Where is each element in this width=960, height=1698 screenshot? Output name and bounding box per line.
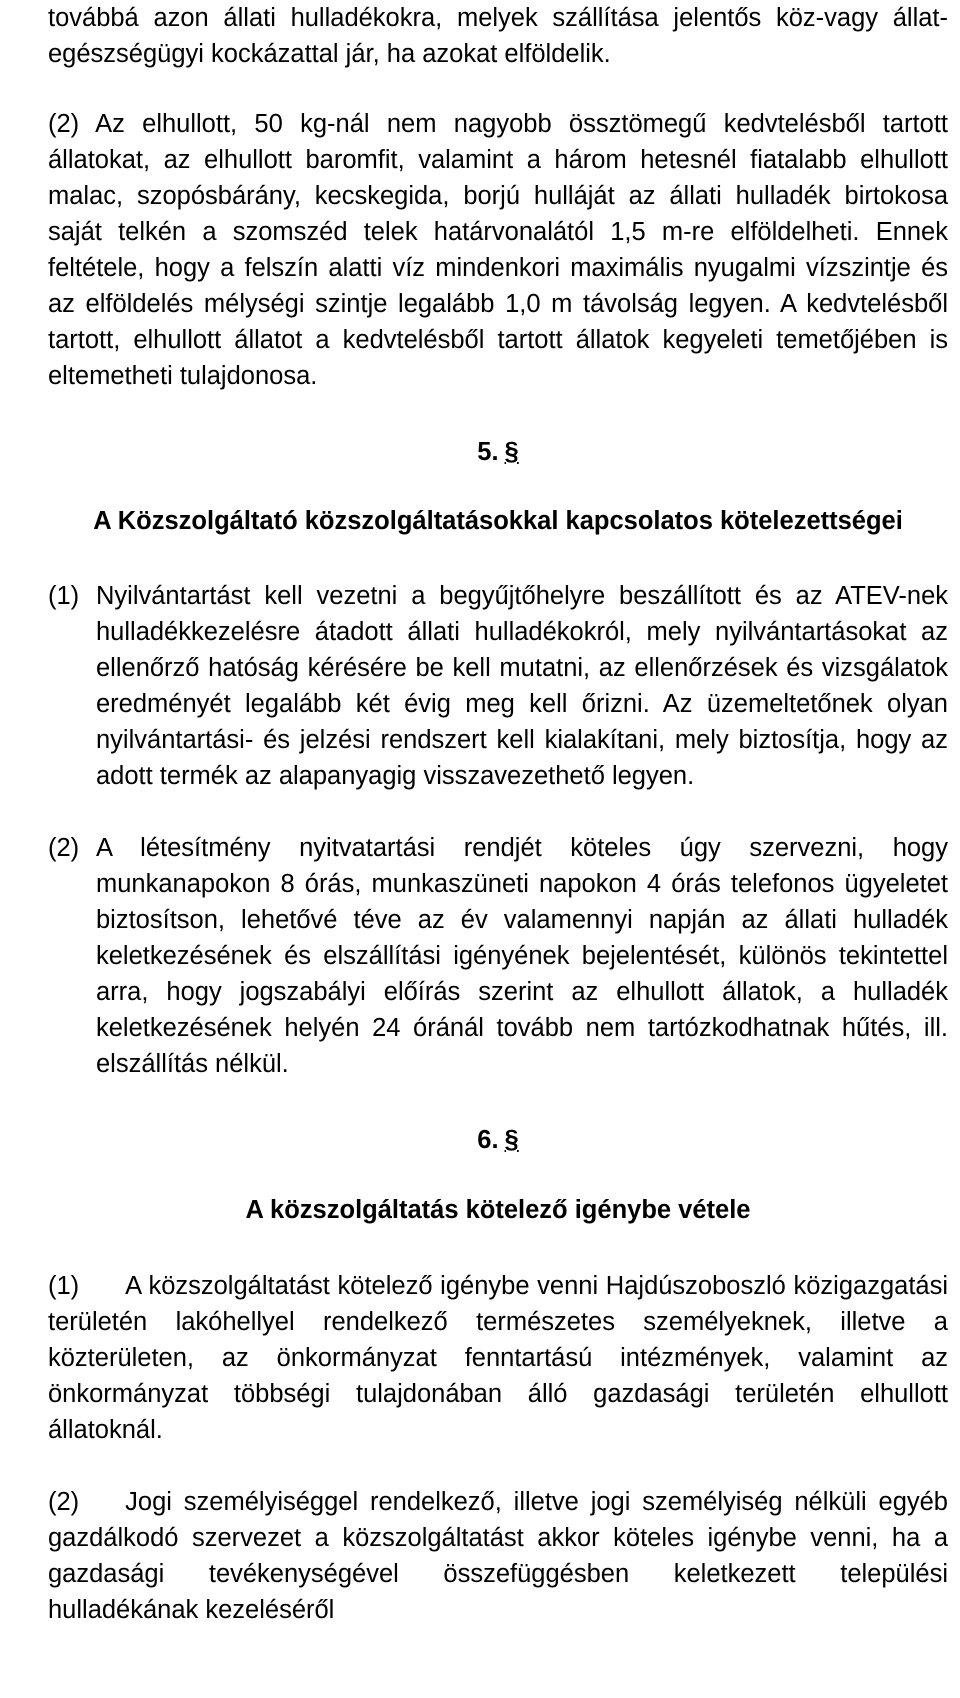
paragraph-number: (2) <box>48 1488 80 1516</box>
section-5-paragraph-1 <box>48 578 948 794</box>
paragraph-number: (1) <box>48 582 80 610</box>
paragraph-number: (1) <box>48 1272 80 1300</box>
section-5-number <box>48 434 948 470</box>
paragraph-number: (2) <box>48 834 80 862</box>
paragraph-text: Jogi személyiséggel rendelkező, illetve jogi személyiség nélküli egyéb gazdálkodó szervezet a közszolgáltatást akkor köteles igénybe venni, ha a gazdasági tevékenységével összefüggésben keletkezett települési hulladékának kezeléséről <box>48 1488 948 1624</box>
section-5-paragraph-2 <box>48 830 948 1082</box>
section-mark: § <box>504 438 519 466</box>
paragraph-text: A közszolgáltatást kötelező igénybe venni Hajdúszoboszló közigazgatási területén lakóhellyel rendelkező természetes személyeknek, illetve a közterületen, az önkormányzat fenntartású intézmények, valamint az önkormányzat többségi tulajdonában álló gazdasági területén elhullott állatoknál. <box>48 1272 948 1444</box>
paragraph-text: A létesítmény nyitvatartási rendjét köteles úgy szervezni, hogy munkanapokon 8 órás, munkaszüneti napokon 4 órás telefonos ügyeletet biztosítson, lehetővé téve az év valamennyi napján az állati hulladék keletkezésének és elszállítási igényének bejelentését, különös tekintettel arra, hogy jogszabályi előírás szerint az elhullott állatok, a hulladék keletkezésének helyén 24 óránál tovább nem tartózkodhatnak hűtés, ill. elszállítás nélkül. <box>96 834 948 1078</box>
section-5-number-text: 5. <box>477 438 499 466</box>
section-6-title: A közszolgáltatás kötelező igénybe vétele <box>245 1196 751 1224</box>
paragraph-continuation: továbbá azon állati hulladékokra, melyek szállítása jelentős köz-vagy állat-egészségügyi kockázattal jár, ha azokat elföldelik. <box>48 4 948 68</box>
section-6-paragraph-2 <box>48 1484 948 1628</box>
section-6-paragraph-1 <box>48 1268 948 1448</box>
paragraph-text: Nyilvántartást kell vezetni a begyűjtőhelyre beszállított és az ATEV-nek hulladékkezelésre átadott állati hulladékokról, mely nyilvántartásokat az ellenőrző hatóság kérésére be kell mutatni, az ellenőrzések és vizsgálatok eredményét legalább két évig meg kell őrizni. Az üzemeltetőnek olyan nyilvántartási- és jelzési rendszert kell kialakítani, mely biztosítja, hogy az adott termék az alapanyagig visszavezethető legyen. <box>96 582 948 790</box>
section-6-number <box>48 1122 948 1158</box>
document-page <box>48 0 948 1628</box>
section-5-title: A Közszolgáltató közszolgáltatásokkal kapcsolatos kötelezettségei <box>93 507 903 535</box>
section-6-number-text: 6. <box>477 1126 499 1154</box>
section-mark: § <box>504 1126 519 1154</box>
paragraph-2: (2) Az elhullott, 50 kg-nál nem nagyobb össztömegű kedvtelésből tartott állatokat, az elhullott baromfit, valamint a három hetesnél fiatalabb elhullott malac, szopósbárány, kecskegida, borjú hulláját az állati hulladék birtokosa saját telkén a szomszéd telek határvonalától 1,5 m-re elföldelheti. Ennek feltétele, hogy a felszín alatti víz mindenkori maximális nyugalmi vízszintje és az elföldelés mélységi szintje legalább 1,0 m távolság legyen. A kedvtelésből tartott, elhullott állatot a kedvtelésből tartott állatok kegyeleti temetőjében is eltemetheti tulajdonosa. <box>48 110 948 390</box>
